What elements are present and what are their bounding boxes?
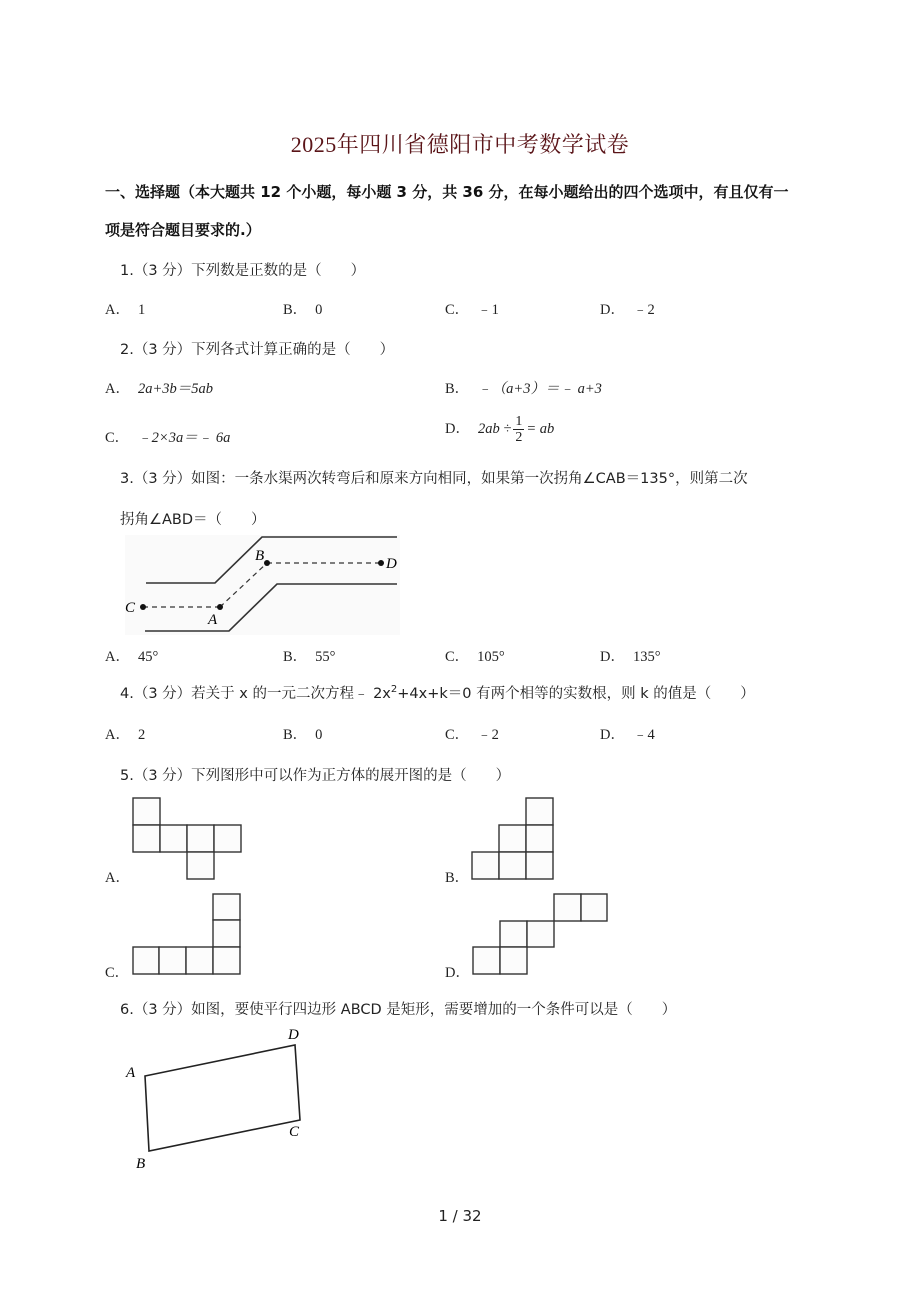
option-letter: A． xyxy=(105,302,130,318)
page-title: 2025年四川省德阳市中考数学试卷 xyxy=(290,132,630,157)
option-text: ﹣（a+3）＝﹣ a+3 xyxy=(477,381,602,397)
option-text: 55° xyxy=(315,649,336,665)
q3-option-c xyxy=(445,645,505,666)
fraction-numerator: 1 xyxy=(515,414,523,429)
fraction-denominator: 2 xyxy=(515,430,523,445)
option-letter: C． xyxy=(445,649,470,665)
option-letter: D． xyxy=(600,727,625,743)
label-c: C xyxy=(125,600,136,616)
point-a xyxy=(217,604,223,610)
option-text: 2a+3b＝5ab xyxy=(137,381,214,397)
section-header-line2: 项是符合题目要求的.） xyxy=(105,221,261,239)
question-2-stem: 2.（3 分）下列各式计算正确的是（ ） xyxy=(120,342,395,358)
option-letter: A． xyxy=(105,381,130,397)
option-letter: C． xyxy=(105,430,130,446)
label-a: A xyxy=(208,612,218,628)
option-text: 0 xyxy=(315,302,323,318)
question-5-stem: 5.（3 分）下列图形中可以作为正方体的展开图的是（ ） xyxy=(120,768,511,784)
question-3-stem-line1: 3.（3 分）如图：一条水渠两次转弯后和原来方向相同，如果第一次拐角∠CAB＝135°，则第二次 xyxy=(120,471,748,487)
point-d xyxy=(378,560,384,566)
option-text: 1 xyxy=(137,302,146,318)
label-d: D xyxy=(288,1027,299,1043)
option-text: ﹣4 xyxy=(632,727,655,743)
net-a xyxy=(133,798,241,879)
option-letter: B． xyxy=(283,727,308,743)
stem-post: +4x+k＝0 有两个相等的实数根，则 k 的值是（ ） xyxy=(397,686,755,702)
label-b: B xyxy=(136,1156,146,1172)
q3-option-a xyxy=(105,645,158,666)
net-b xyxy=(472,798,553,879)
option-text: ﹣1 xyxy=(477,302,499,318)
option-text: ﹣2×3a＝﹣ 6a xyxy=(137,430,231,446)
point-b xyxy=(264,560,270,566)
q5-option-a-label: A． xyxy=(105,870,130,886)
option-text: 0 xyxy=(315,727,323,743)
q4-option-b xyxy=(283,723,322,744)
question-4-stem xyxy=(120,682,755,703)
net-d xyxy=(473,894,607,974)
option-text: ﹣2 xyxy=(477,727,499,743)
option-expr-pre: 2ab ÷ xyxy=(477,420,512,437)
stem-pre: 4.（3 分）若关于 x 的一元二次方程﹣ 2x xyxy=(120,686,391,702)
label-a: A xyxy=(126,1065,136,1081)
question-3-stem-line2: 拐角∠ABD＝（ ） xyxy=(120,512,266,528)
option-letter: C． xyxy=(445,727,470,743)
option-letter: B． xyxy=(283,302,308,318)
option-text: 45° xyxy=(137,649,159,665)
question-6-stem: 6.（3 分）如图，要使平行四边形 ABCD 是矩形，需要增加的一个条件可以是（ ） xyxy=(120,1002,677,1018)
q4-option-c xyxy=(445,723,499,744)
stem-superscript: 2 xyxy=(390,684,398,696)
option-letter: D． xyxy=(600,302,625,318)
q3-option-b xyxy=(283,645,335,666)
label-c: C xyxy=(289,1124,300,1140)
q4-option-d xyxy=(600,723,655,744)
option-letter: D． xyxy=(600,649,625,665)
option-letter: A． xyxy=(105,649,130,665)
option-letter: A． xyxy=(105,727,130,743)
parallelogram-abcd xyxy=(145,1045,300,1151)
label-b: B xyxy=(255,548,265,564)
label-d: D xyxy=(386,556,397,572)
option-text: 2 xyxy=(137,727,146,743)
option-text: 135° xyxy=(632,649,661,665)
option-letter: B． xyxy=(445,381,470,397)
page-number: 1 / 32 xyxy=(438,1207,482,1225)
q3-option-d xyxy=(600,645,661,666)
option-text: ﹣2 xyxy=(632,302,655,318)
q5-option-c-label: C． xyxy=(105,965,130,981)
option-letter: B． xyxy=(283,649,308,665)
option-letter: C． xyxy=(445,302,470,318)
net-c xyxy=(133,894,240,974)
q5-option-b-label: B． xyxy=(445,870,470,886)
option-letter: D． xyxy=(445,420,470,437)
option-expr-post: = ab xyxy=(526,420,555,437)
q5-option-d-label: D． xyxy=(445,965,470,981)
q4-option-a xyxy=(105,723,145,744)
option-text: 105° xyxy=(477,649,505,665)
point-c xyxy=(140,604,146,610)
question-1-stem: 1.（3 分）下列数是正数的是（ ） xyxy=(120,263,366,279)
section-header-line1: 一、选择题（本大题共 12 个小题，每小题 3 分，共 36 分，在每小题给出的四个选项中，有且仅有一 xyxy=(105,183,789,201)
